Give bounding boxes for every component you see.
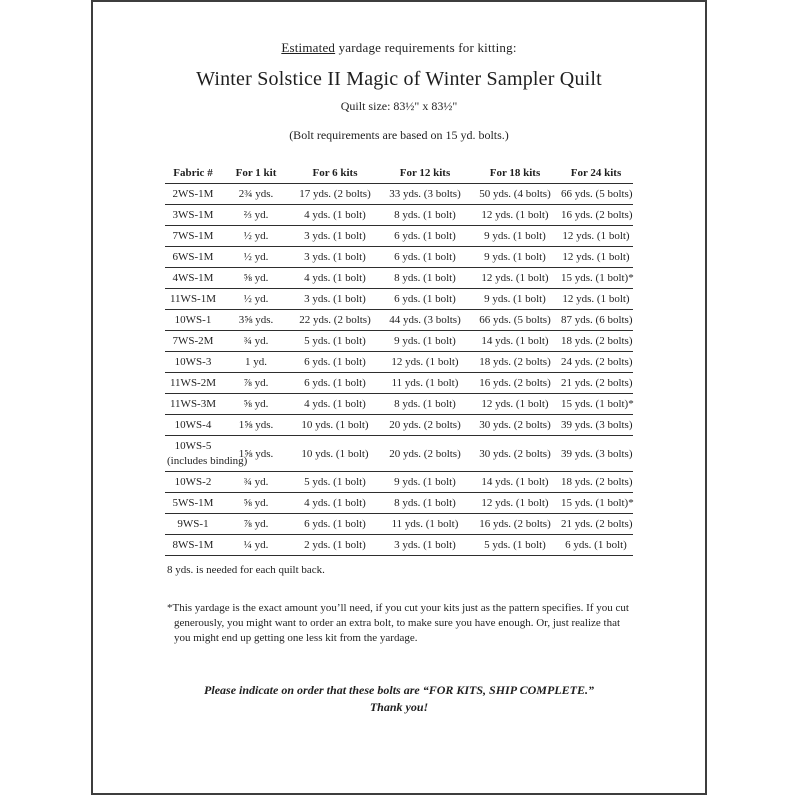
yardage-cell: ⅝ yd. — [221, 493, 291, 514]
yardage-cell: 15 yds. (1 bolt)* — [559, 268, 633, 289]
yardage-cell: 10 yds. (1 bolt) — [291, 415, 379, 436]
yardage-cell: 18 yds. (2 bolts) — [559, 472, 633, 493]
table-row — [165, 331, 633, 352]
yardage-cell: 3⅝ yds. — [221, 310, 291, 331]
yardage-cell: ¼ yd. — [221, 535, 291, 556]
yardage-cell: 12 yds. (1 bolt) — [559, 289, 633, 310]
table-row — [165, 226, 633, 247]
yardage-cell: 12 yds. (1 bolt) — [471, 205, 559, 226]
fabric-number-cell: 7WS-2M — [165, 331, 221, 352]
column-header: For 24 kits — [559, 163, 633, 184]
table-row — [165, 436, 633, 472]
page-title: Winter Solstice II Magic of Winter Sampler Quilt — [196, 68, 602, 90]
yardage-cell: ⅞ yd. — [221, 514, 291, 535]
yardage-cell: 30 yds. (2 bolts) — [471, 415, 559, 436]
yardage-cell: 20 yds. (2 bolts) — [379, 436, 471, 472]
yardage-cell: 3 yds. (1 bolt) — [291, 247, 379, 268]
yardage-cell: 33 yds. (3 bolts) — [379, 184, 471, 205]
yardage-cell: ⅝ yd. — [221, 268, 291, 289]
yardage-cell: 16 yds. (2 bolts) — [471, 514, 559, 535]
fabric-number-cell: 9WS-1 — [165, 514, 221, 535]
column-header: For 1 kit — [221, 163, 291, 184]
yardage-cell: 5 yds. (1 bolt) — [291, 331, 379, 352]
yardage-cell: 9 yds. (1 bolt) — [471, 247, 559, 268]
yardage-cell: 20 yds. (2 bolts) — [379, 415, 471, 436]
yardage-cell: 12 yds. (1 bolt) — [559, 226, 633, 247]
yardage-cell: 16 yds. (2 bolts) — [559, 205, 633, 226]
fabric-number-cell: 6WS-1M — [165, 247, 221, 268]
yardage-cell: 39 yds. (3 bolts) — [559, 436, 633, 472]
yardage-cell: 9 yds. (1 bolt) — [471, 289, 559, 310]
yardage-table — [165, 163, 633, 556]
kicker — [93, 40, 705, 56]
yardage-cell: 8 yds. (1 bolt) — [379, 493, 471, 514]
yardage-cell: 24 yds. (2 bolts) — [559, 352, 633, 373]
table-body — [165, 184, 633, 556]
kicker-rest: yardage requirements for kitting: — [335, 40, 517, 55]
fabric-number-cell: 4WS-1M — [165, 268, 221, 289]
yardage-cell: 10 yds. (1 bolt) — [291, 436, 379, 472]
yardage-cell: ½ yd. — [221, 226, 291, 247]
table-row — [165, 535, 633, 556]
yardage-cell: 12 yds. (1 bolt) — [471, 268, 559, 289]
table-row — [165, 493, 633, 514]
column-header: For 6 kits — [291, 163, 379, 184]
table-row — [165, 352, 633, 373]
table-row — [165, 394, 633, 415]
yardage-cell: 12 yds. (1 bolt) — [559, 247, 633, 268]
fabric-number-cell: 11WS-2M — [165, 373, 221, 394]
table-row — [165, 247, 633, 268]
yardage-cell: 50 yds. (4 bolts) — [471, 184, 559, 205]
fabric-number-cell: 10WS-1 — [165, 310, 221, 331]
table-row — [165, 289, 633, 310]
yardage-cell: 30 yds. (2 bolts) — [471, 436, 559, 472]
yardage-cell: 17 yds. (2 bolts) — [291, 184, 379, 205]
yardage-cell: 6 yds. (1 bolt) — [291, 514, 379, 535]
table-row — [165, 373, 633, 394]
fabric-number-cell — [165, 436, 248, 472]
table-header-row — [165, 163, 633, 184]
fabric-number-cell: 7WS-1M — [165, 226, 221, 247]
yardage-cell: 4 yds. (1 bolt) — [291, 268, 379, 289]
yardage-cell: 8 yds. (1 bolt) — [379, 394, 471, 415]
yardage-cell: 4 yds. (1 bolt) — [291, 205, 379, 226]
bolt-requirements-note: (Bolt requirements are based on 15 yd. bolts.) — [289, 128, 509, 142]
yardage-cell: 15 yds. (1 bolt)* — [559, 394, 633, 415]
yardage-cell: 2 yds. (1 bolt) — [291, 535, 379, 556]
closing-line2: Thank you! — [369, 699, 429, 714]
fabric-number-cell: 10WS-4 — [165, 415, 221, 436]
yardage-cell: 4 yds. (1 bolt) — [291, 493, 379, 514]
yardage-cell: 44 yds. (3 bolts) — [379, 310, 471, 331]
yardage-cell: 16 yds. (2 bolts) — [471, 373, 559, 394]
fabric-number-cell: 10WS-3 — [165, 352, 221, 373]
yardage-cell: 1⅝ yds. — [221, 436, 291, 472]
yardage-cell: 6 yds. (1 bolt) — [291, 373, 379, 394]
asterisk-footnote: *This yardage is the exact amount you’ll need, if you cut your kits just as the pattern specifies. If you cut generously, you might want to order an extra bolt, to make sure you have enough. Or, just realize that you might end up getting one less kit from the yardage. — [167, 602, 629, 644]
table-row — [165, 310, 633, 331]
yardage-cell: 8 yds. (1 bolt) — [379, 205, 471, 226]
yardage-cell: 6 yds. (1 bolt) — [379, 247, 471, 268]
closing-block — [93, 682, 705, 715]
fabric-note: (includes binding) — [167, 455, 248, 467]
yardage-cell: 6 yds. (1 bolt) — [559, 535, 633, 556]
yardage-cell: 15 yds. (1 bolt)* — [559, 493, 633, 514]
yardage-cell: ¾ yd. — [221, 331, 291, 352]
yardage-cell: 21 yds. (2 bolts) — [559, 514, 633, 535]
yardage-cell: 3 yds. (1 bolt) — [291, 289, 379, 310]
fabric-number-cell: 2WS-1M — [165, 184, 221, 205]
fabric-number: 10WS-5 — [174, 440, 212, 452]
yardage-cell: 11 yds. (1 bolt) — [379, 514, 471, 535]
yardage-cell: ⅔ yd. — [221, 205, 291, 226]
fabric-number-cell: 11WS-1M — [165, 289, 221, 310]
yardage-cell: 9 yds. (1 bolt) — [379, 472, 471, 493]
column-header: For 18 kits — [471, 163, 559, 184]
yardage-cell: ½ yd. — [221, 247, 291, 268]
yardage-cell: 1⅝ yds. — [221, 415, 291, 436]
yardage-cell: 5 yds. (1 bolt) — [471, 535, 559, 556]
table-row — [165, 514, 633, 535]
fabric-number-cell: 11WS-3M — [165, 394, 221, 415]
yardage-cell: 3 yds. (1 bolt) — [291, 226, 379, 247]
quilt-size: Quilt size: 83½" x 83½" — [340, 99, 458, 113]
yardage-cell: 22 yds. (2 bolts) — [291, 310, 379, 331]
yardage-cell: 8 yds. (1 bolt) — [379, 268, 471, 289]
yardage-cell: ½ yd. — [221, 289, 291, 310]
quilt-back-note: 8 yds. is needed for each quilt back. — [167, 564, 325, 576]
yardage-cell: 66 yds. (5 bolts) — [559, 184, 633, 205]
yardage-cell: 14 yds. (1 bolt) — [471, 331, 559, 352]
yardage-cell: 87 yds. (6 bolts) — [559, 310, 633, 331]
table-row — [165, 268, 633, 289]
yardage-cell: 5 yds. (1 bolt) — [291, 472, 379, 493]
yardage-cell: 3 yds. (1 bolt) — [379, 535, 471, 556]
yardage-cell: 6 yds. (1 bolt) — [291, 352, 379, 373]
fabric-number-cell: 8WS-1M — [165, 535, 221, 556]
yardage-cell: 12 yds. (1 bolt) — [471, 394, 559, 415]
yardage-cell: 6 yds. (1 bolt) — [379, 226, 471, 247]
yardage-cell: 11 yds. (1 bolt) — [379, 373, 471, 394]
yardage-cell: 4 yds. (1 bolt) — [291, 394, 379, 415]
yardage-cell: 6 yds. (1 bolt) — [379, 289, 471, 310]
fabric-number-cell: 5WS-1M — [165, 493, 221, 514]
document-page — [91, 0, 707, 795]
yardage-cell: ¾ yd. — [221, 472, 291, 493]
yardage-cell: 12 yds. (1 bolt) — [471, 493, 559, 514]
yardage-cell: 9 yds. (1 bolt) — [471, 226, 559, 247]
yardage-cell: 66 yds. (5 bolts) — [471, 310, 559, 331]
fabric-number-cell: 10WS-2 — [165, 472, 221, 493]
yardage-cell: 39 yds. (3 bolts) — [559, 415, 633, 436]
yardage-cell: ⅝ yd. — [221, 394, 291, 415]
fabric-number-cell: 3WS-1M — [165, 205, 221, 226]
yardage-cell: 18 yds. (2 bolts) — [559, 331, 633, 352]
yardage-cell: 21 yds. (2 bolts) — [559, 373, 633, 394]
column-header: For 12 kits — [379, 163, 471, 184]
yardage-cell: 2¾ yds. — [221, 184, 291, 205]
kicker-underlined-word: Estimated — [281, 40, 336, 55]
yardage-cell: 9 yds. (1 bolt) — [379, 331, 471, 352]
table-row — [165, 205, 633, 226]
yardage-cell: ⅞ yd. — [221, 373, 291, 394]
table-row — [165, 415, 633, 436]
closing-line1: Please indicate on order that these bolts are “FOR KITS, SHIP COMPLETE.” — [204, 683, 594, 697]
table-row — [165, 472, 633, 493]
table-row — [165, 184, 633, 205]
column-header: Fabric # — [165, 163, 221, 184]
yardage-cell: 1 yd. — [221, 352, 291, 373]
yardage-cell: 12 yds. (1 bolt) — [379, 352, 471, 373]
yardage-cell: 18 yds. (2 bolts) — [471, 352, 559, 373]
yardage-cell: 14 yds. (1 bolt) — [471, 472, 559, 493]
